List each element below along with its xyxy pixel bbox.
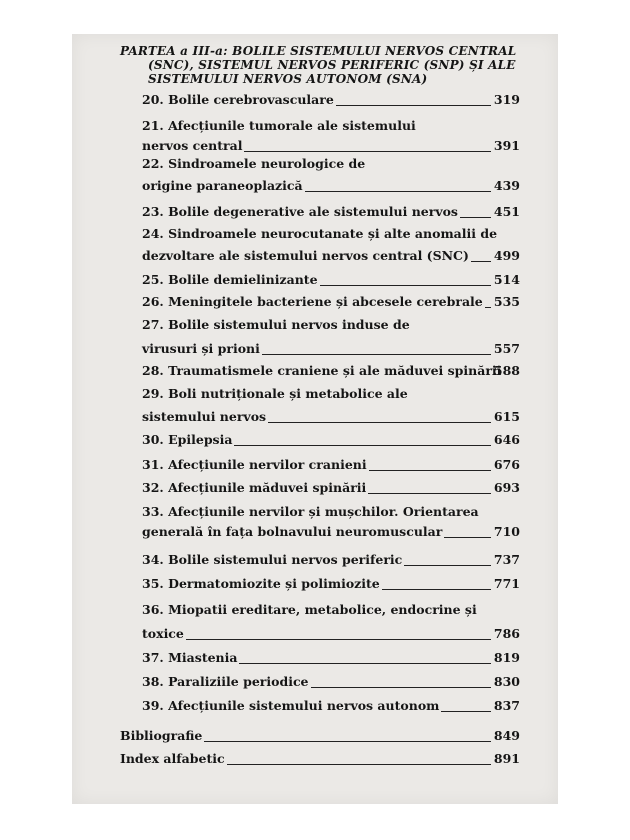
toc-entry-line xyxy=(72,576,558,592)
toc-entry-line xyxy=(72,602,558,618)
toc-page-number: 819 xyxy=(493,650,520,665)
toc-entry-title: 36. Miopatii ereditare, metabolice, endocrine și xyxy=(142,602,477,617)
toc-entry-line xyxy=(72,698,558,714)
toc-entry-title: 31. Afecțiunile nervilor cranieni xyxy=(142,457,367,472)
toc-leader-line xyxy=(441,711,491,712)
toc-leader-line xyxy=(485,307,491,308)
toc-page-number: 646 xyxy=(493,432,520,447)
toc-entry-line xyxy=(72,204,558,220)
toc-entry-title: 24. Sindroamele neurocutanate și alte anomalii de xyxy=(142,226,498,241)
toc-leader-line xyxy=(336,105,491,106)
toc-page-number: 391 xyxy=(493,138,520,153)
toc-entry-line xyxy=(72,156,558,172)
toc-leader-line xyxy=(382,589,491,590)
toc-entry-title: 25. Bolile demielinizante xyxy=(142,272,318,287)
toc-leader-line xyxy=(227,764,491,765)
toc-page-number: 891 xyxy=(493,751,520,766)
toc-entry-line xyxy=(72,432,558,448)
toc-leader-line xyxy=(471,261,491,262)
toc-page-number: 615 xyxy=(493,409,520,424)
toc-leader-line xyxy=(186,639,491,640)
toc-entry-line xyxy=(72,341,558,357)
toc-page-number: 439 xyxy=(493,178,520,193)
toc-entry-line xyxy=(72,728,558,744)
toc-page-number: 849 xyxy=(493,728,520,743)
toc-entry-title: 37. Miastenia xyxy=(142,650,238,665)
toc-entry-title: 39. Afecțiunile sistemului nervos autonom xyxy=(142,698,440,713)
toc-leader-line xyxy=(404,565,491,566)
toc-entry-line xyxy=(72,626,558,642)
toc-entry-title: Bibliografie xyxy=(120,728,203,743)
toc-entry-title: 22. Sindroamele neurologice de xyxy=(142,156,366,171)
toc-leader-line xyxy=(239,663,491,664)
toc-entry-title: 28. Traumatismele craniene și ale măduvei spinării xyxy=(142,363,502,378)
book-page xyxy=(72,34,558,804)
toc-page-number: 514 xyxy=(493,272,520,287)
toc-entry-title: origine paraneoplazică xyxy=(142,178,303,193)
toc-entry-title: 26. Meningitele bacteriene și abcesele cerebrale xyxy=(142,294,483,309)
toc-entry-line xyxy=(72,226,558,242)
toc-page-number: 557 xyxy=(493,341,520,356)
toc-leader-line xyxy=(368,493,491,494)
toc-entry-line xyxy=(72,480,558,496)
toc-leader-line xyxy=(305,191,491,192)
part-heading-line-2: (SNC), SISTEMUL NERVOS PERIFERIC (SNP) ȘI ALE xyxy=(148,58,516,72)
toc-entry-line xyxy=(72,457,558,473)
toc-entry-title: 21. Afecțiunile tumorale ale sistemului xyxy=(142,118,416,133)
toc-entry-title: nervos central xyxy=(142,138,243,153)
toc-page-number: 676 xyxy=(493,457,520,472)
toc-page-number: 786 xyxy=(493,626,520,641)
toc-leader-line xyxy=(369,470,491,471)
toc-entry-line xyxy=(72,674,558,690)
toc-leader-line xyxy=(268,422,491,423)
toc-page-number: 830 xyxy=(493,674,520,689)
toc-page-number: 588 xyxy=(493,363,520,378)
toc-entry-line xyxy=(72,118,558,134)
toc-leader-line xyxy=(244,151,491,152)
toc-entry-title: Index alfabetic xyxy=(120,751,225,766)
toc-entry-line xyxy=(72,138,558,154)
toc-entry-title: dezvoltare ale sistemului nervos central (SNC) xyxy=(142,248,469,263)
toc-entry-title: 20. Bolile cerebrovasculare xyxy=(142,92,334,107)
toc-page-number: 693 xyxy=(493,480,520,495)
toc-page-number: 319 xyxy=(493,92,520,107)
toc-entry-line xyxy=(72,386,558,402)
table-of-contents xyxy=(72,34,558,804)
toc-leader-line xyxy=(262,354,491,355)
part-heading-line-3: SISTEMULUI NERVOS AUTONOM (SNA) xyxy=(148,72,428,86)
toc-entry-title: virusuri și prioni xyxy=(142,341,260,356)
toc-entry-title: 23. Bolile degenerative ale sistemului nervos xyxy=(142,204,458,219)
toc-page-number: 837 xyxy=(493,698,520,713)
toc-entry-line xyxy=(72,552,558,568)
toc-entry-line xyxy=(72,363,558,379)
toc-page-number: 535 xyxy=(493,294,520,309)
toc-entry-title: sistemului nervos xyxy=(142,409,267,424)
toc-entry-line xyxy=(72,650,558,666)
toc-page-number: 771 xyxy=(493,576,520,591)
toc-page-number: 710 xyxy=(493,524,520,539)
toc-entry-title: generală în fața bolnavului neuromuscular xyxy=(142,524,443,539)
toc-leader-line xyxy=(460,217,491,218)
toc-entry-line xyxy=(72,751,558,767)
toc-leader-line xyxy=(311,687,491,688)
toc-entry-line xyxy=(72,294,558,310)
toc-entry-title: 32. Afecțiunile măduvei spinării xyxy=(142,480,367,495)
toc-entry-line xyxy=(72,317,558,333)
toc-entry-title: 30. Epilepsia xyxy=(142,432,233,447)
toc-entry-line xyxy=(72,524,558,540)
toc-entry-line xyxy=(72,248,558,264)
toc-leader-line xyxy=(234,445,491,446)
toc-entry-line xyxy=(72,504,558,520)
toc-entry-title: 35. Dermatomiozite și polimiozite xyxy=(142,576,380,591)
toc-entry-title: 34. Bolile sistemului nervos periferic xyxy=(142,552,403,567)
toc-entry-line xyxy=(72,409,558,425)
toc-leader-line xyxy=(320,285,491,286)
toc-page-number: 499 xyxy=(493,248,520,263)
toc-entry-title: 29. Boli nutriționale și metabolice ale xyxy=(142,386,408,401)
toc-page-number: 451 xyxy=(493,204,520,219)
part-heading-line-1: PARTEA a III-a: BOLILE SISTEMULUI NERVOS CENTRAL xyxy=(120,44,517,58)
toc-page-number: 737 xyxy=(493,552,520,567)
toc-entry-title: 38. Paraliziile periodice xyxy=(142,674,309,689)
toc-leader-line xyxy=(204,741,491,742)
toc-entry-line xyxy=(72,178,558,194)
toc-entry-line xyxy=(72,272,558,288)
toc-entry-title: 27. Bolile sistemului nervos induse de xyxy=(142,317,410,332)
toc-entry-title: 33. Afecțiunile nervilor și mușchilor. Orientarea xyxy=(142,504,479,519)
toc-entry-line xyxy=(72,92,558,108)
toc-entry-title: toxice xyxy=(142,626,184,641)
toc-leader-line xyxy=(444,537,491,538)
